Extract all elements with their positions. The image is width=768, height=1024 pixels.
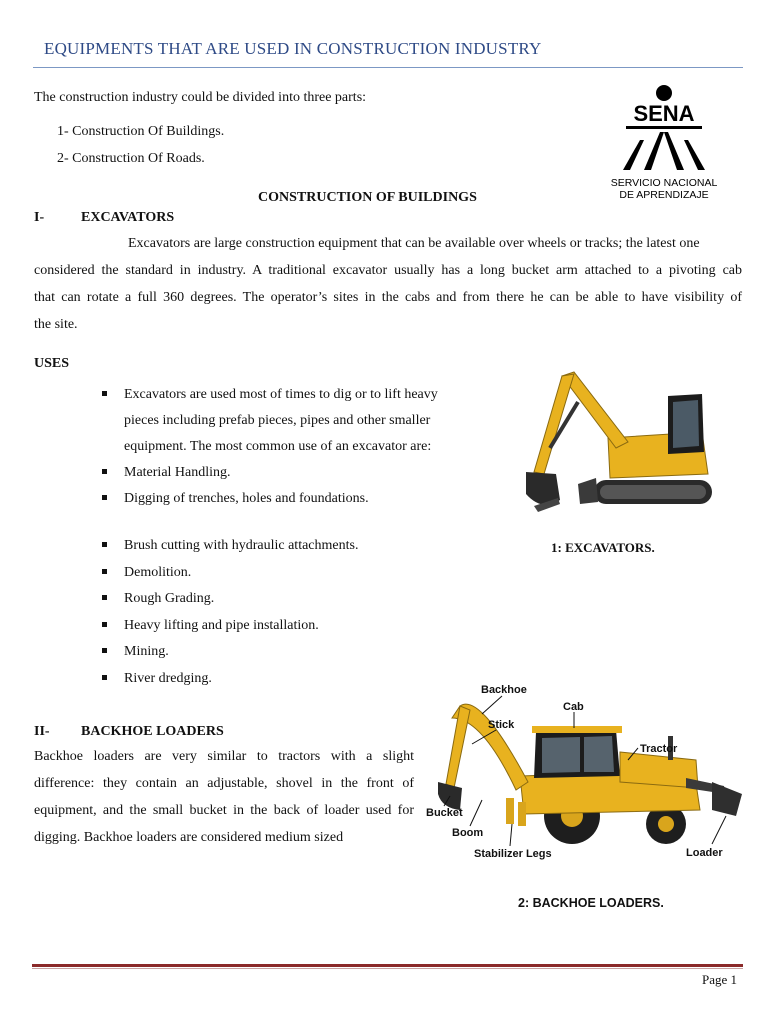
label-cab: Cab	[563, 701, 584, 713]
sena-logo-graphic	[604, 82, 722, 204]
label-stabilizer-legs: Stabilizer Legs	[474, 848, 552, 860]
excavators-title: EXCAVATORS	[81, 210, 175, 225]
list-item: Brush cutting with hydraulic attachments.	[100, 533, 358, 560]
logo-name: SENA	[633, 101, 695, 126]
list-item: Heavy lifting and pipe installation.	[100, 613, 358, 640]
document-title: EQUIPMENTS THAT ARE USED IN CONSTRUCTION INDUSTRY	[44, 39, 542, 58]
intro-text: The construction industry could be divided into three parts:	[34, 90, 367, 105]
backhoe-line-4: digging. Backhoe loaders are considered medium sized	[34, 830, 344, 845]
backhoe-illustration	[424, 678, 744, 864]
excavators-caption: 1: EXCAVATORS.	[551, 540, 655, 555]
list-item	[100, 382, 476, 460]
excavators-line-4: the site.	[34, 317, 78, 332]
excavators-line-1: Excavators are large construction equipment that can be available over wheels or tracks; the latest one	[128, 236, 700, 251]
label-tractor: Tractor	[640, 743, 678, 755]
list-item: Demolition.	[100, 560, 358, 587]
logo-line-1: SERVICIO NACIONAL	[610, 177, 718, 189]
backhoe-line-3: equipment, and the small bucket in the back of loader used for	[34, 803, 414, 818]
section-heading: CONSTRUCTION OF BUILDINGS	[258, 190, 477, 205]
label-bucket: Bucket	[426, 807, 463, 819]
intro-item-1: 1- Construction Of Buildings.	[57, 124, 225, 139]
backhoe-caption: 2: BACKHOE LOADERS.	[518, 896, 664, 910]
sena-logo	[604, 82, 722, 204]
logo-line-2: DE APRENDIZAJE	[619, 189, 709, 201]
backhoe-title: BACKHOE LOADERS	[81, 724, 224, 739]
excavator-image	[516, 362, 722, 522]
excavators-line-2: considered the standard in industry. A traditional excavator usually has a long bucket arm attached to a pivoting cab	[34, 263, 742, 278]
list-item: Material Handling.	[100, 460, 476, 486]
backhoe-image	[424, 678, 744, 864]
uses-intro-line-1: Excavators are used most of times to dig or to lift heavy	[124, 387, 438, 402]
list-item: Mining.	[100, 639, 358, 666]
backhoe-line-1: Backhoe loaders are very similar to tractors with a slight	[34, 749, 414, 764]
list-item: River dredging.	[100, 666, 358, 693]
page-number: Page 1	[702, 972, 738, 987]
uses-list-more	[100, 533, 358, 693]
backhoe-number: II-	[34, 724, 50, 739]
list-item: Rough Grading.	[100, 586, 358, 613]
footer-rule-shadow	[32, 968, 743, 969]
uses-intro-line-3: equipment. The most common use of an excavator are:	[124, 439, 432, 454]
list-item: Digging of trenches, holes and foundations.	[100, 486, 476, 512]
footer-rule	[32, 964, 743, 967]
uses-heading: USES	[34, 356, 70, 371]
label-stick: Stick	[488, 719, 515, 731]
excavator-illustration	[516, 362, 722, 522]
uses-list-intro	[100, 382, 476, 512]
intro-item-2: 2- Construction Of Roads.	[57, 151, 205, 166]
excavators-number: I-	[34, 210, 45, 225]
backhoe-line-2: difference: they contain an adjustable, shovel in the front of	[34, 776, 414, 791]
title-underline	[33, 67, 743, 68]
label-loader: Loader	[686, 847, 723, 859]
excavators-line-3: that can rotate a full 360 degrees. The operator’s sites in the cabs and from there he can be able to have visibility of	[34, 290, 742, 305]
label-backhoe: Backhoe	[481, 684, 527, 696]
uses-intro-line-2: pieces including prefab pieces, pipes and other smaller	[124, 413, 431, 428]
label-boom: Boom	[452, 827, 484, 839]
